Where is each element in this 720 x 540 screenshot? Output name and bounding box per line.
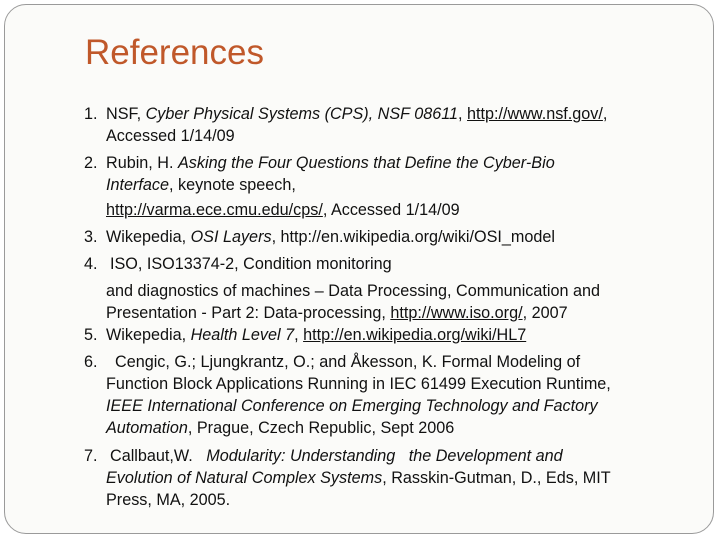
reference-title: Health Level 7: [190, 326, 295, 344]
reference-line: Function Block Applications Running in IEC 61499 Execution Runtime,: [106, 375, 611, 393]
reference-line: [106, 417, 704, 439]
reference-text: , Rasskin-Gutman, D., Eds, MIT: [382, 469, 611, 487]
reference-author: Callbaut,W.: [110, 447, 193, 465]
reference-item-4: [84, 253, 704, 324]
reference-item-7: [84, 445, 704, 511]
reference-text: , Accessed 1/14/09: [322, 201, 460, 219]
reference-link[interactable]: http://en.wikipedia.org/wiki/HL7: [303, 326, 527, 344]
reference-title: Asking the Four Questions that Define the Cyber-Bio: [177, 154, 555, 172]
reference-text: Presentation - Part 2: Data-processing,: [106, 304, 386, 322]
reference-title: Evolution of Natural Complex Systems: [106, 469, 383, 487]
reference-line: [106, 174, 704, 196]
reference-title: Automation: [106, 419, 188, 437]
reference-line: [106, 395, 704, 417]
reference-title: Modularity: Understanding the Development and: [206, 447, 563, 465]
reference-link[interactable]: http://www.nsf.gov/: [467, 105, 603, 123]
reference-text: , 2007: [522, 304, 568, 322]
reference-list: [84, 103, 704, 511]
reference-line: [106, 152, 704, 174]
reference-item-5: [84, 324, 704, 346]
reference-title: Cyber Physical Systems (CPS), NSF 08611: [145, 105, 459, 123]
reference-number: 4.: [84, 255, 98, 273]
slide-title: References: [85, 33, 264, 72]
reference-link[interactable]: http://www.iso.org/: [390, 304, 523, 322]
reference-number: 2.: [84, 154, 98, 172]
reference-number: 3.: [84, 228, 98, 246]
reference-line: [106, 324, 704, 346]
reference-line: [106, 103, 704, 125]
reference-item-2: [84, 152, 704, 221]
reference-text: ,: [294, 326, 299, 344]
reference-number: 1.: [84, 105, 98, 123]
reference-line: [106, 302, 704, 324]
reference-text: ,: [458, 105, 463, 123]
reference-line: Press, MA, 2005.: [106, 491, 231, 509]
reference-line: [106, 445, 704, 467]
reference-author: Wikepedia,: [106, 228, 187, 246]
reference-line: Cengic, G.; Ljungkrantz, O.; and Åkesson, K. Formal Modeling of: [115, 353, 581, 371]
reference-line: Accessed 1/14/09: [106, 127, 235, 145]
reference-line: and diagnostics of machines – Data Processing, Communication and: [106, 282, 600, 300]
reference-text: , http://en.wikipedia.org/wiki/OSI_model: [271, 228, 555, 246]
reference-number: 5.: [84, 326, 98, 344]
reference-item-1: [84, 103, 704, 147]
reference-line: [106, 226, 704, 248]
reference-text: , keynote speech,: [169, 176, 296, 194]
reference-text: , Prague, Czech Republic, Sept 2006: [187, 419, 455, 437]
reference-title: OSI Layers: [190, 228, 272, 246]
slide-frame: [4, 4, 714, 534]
reference-author: Wikepedia,: [106, 326, 187, 344]
reference-item-3: [84, 226, 704, 248]
reference-number: 7.: [84, 447, 98, 465]
reference-line: [106, 467, 704, 489]
reference-text: ,: [602, 105, 608, 123]
reference-number: 6.: [84, 353, 98, 371]
reference-item-6: [84, 351, 704, 439]
reference-author: Rubin, H.: [106, 154, 174, 172]
reference-line: ISO, ISO13374-2, Condition monitoring: [110, 255, 392, 273]
reference-title: IEEE International Conference on Emerging Technology and Factory: [106, 397, 598, 415]
reference-line: [106, 199, 704, 221]
reference-author: NSF,: [106, 105, 142, 123]
reference-link[interactable]: http://varma.ece.cmu.edu/cps/: [106, 201, 323, 219]
reference-title: Interface: [106, 176, 169, 194]
